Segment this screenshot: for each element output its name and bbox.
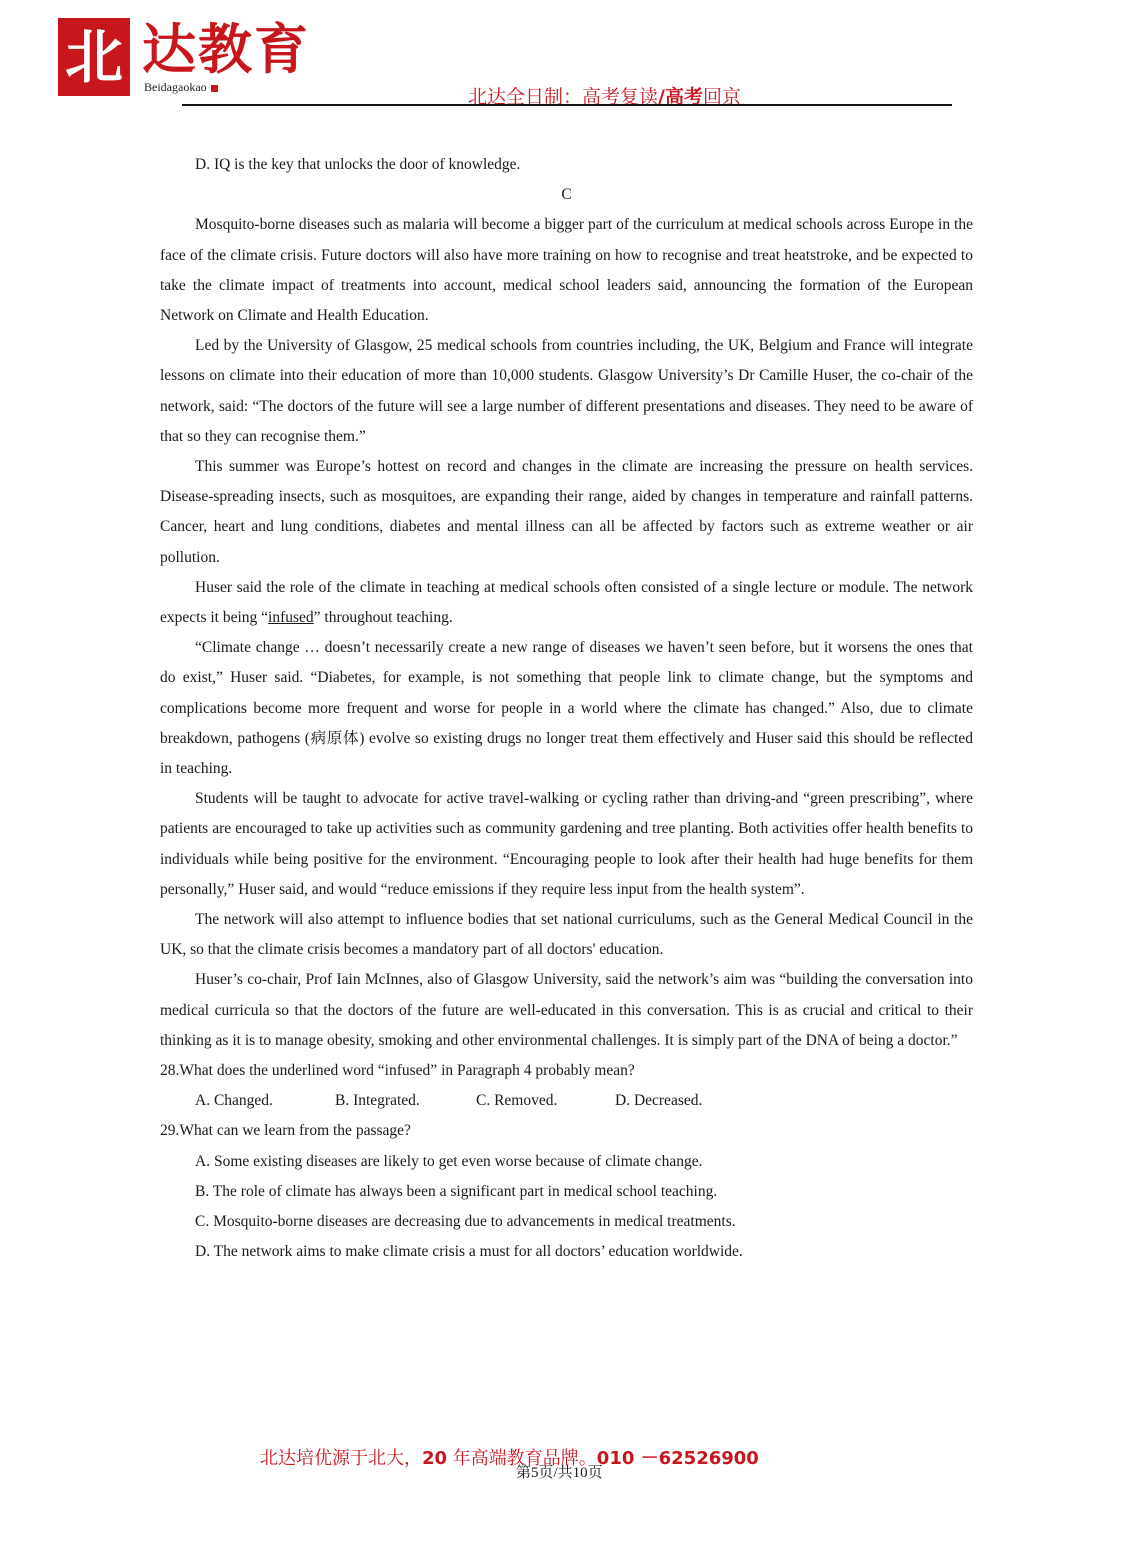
paragraph-6: Students will be taught to advocate for active travel-walking or cycling rather than driving-and “green prescribing”, where patients are encouraged to take up activities such as community gardening and tree planting. Both activities offer health benefits to individuals while being positive for the environment. “Encouraging people to look after their health had huge benefits for them personally,” Huser said, and would “reduce emissions if they require less input from the health system”.	[160, 790, 973, 898]
paragraph-7: The network will also attempt to influence bodies that set national curriculums, such as the General Medical Council in the UK, so that the climate crisis becomes a mandatory part of all doctors' education.	[160, 911, 973, 959]
paragraph-1: Mosquito-borne diseases such as malaria will become a bigger part of the curriculum at medical schools across Europe in the face of the climate crisis. Future doctors will also have more training on how to recognise and treat heatstroke, and be expected to take the climate impact of treatments into account, medical school leaders said, announcing the formation of the European Network on Climate and Health Education.	[160, 216, 973, 324]
question-28-options	[160, 1086, 973, 1116]
footer-text-2: 20	[422, 1448, 448, 1469]
paragraph-3: This summer was Europe’s hottest on record and changes in the climate are increasing the pressure on health services. Disease-spreading insects, such as mosquitoes, are expanding their range, aided by changes in temperature and rainfall patterns. Cancer, heart and lung conditions, diabetes and mental illness can all be affected by factors such as extreme weather or air pollution.	[160, 458, 973, 566]
question-29-stem: 29.What can we learn from the passage?	[160, 1122, 411, 1140]
paragraph-5: “Climate change … doesn’t necessarily create a new range of diseases we haven’t seen before, but it worsens the ones that do exist,” Huser said. “Diabetes, for example, is not something that people link to climate change, but the symptoms and complications become more frequent and worse for people in a world where the climate has changed.” Also, due to climate breakdown, pathogens (病原体) evolve so existing drugs no longer treat them effectively and Huser said this should be reflected in teaching.	[160, 639, 973, 778]
q29-option-c: C. Mosquito-borne diseases are decreasing due to advancements in medical treatments.	[195, 1213, 736, 1230]
header-slogan-prefix: 北达全日制：高考复读	[468, 86, 659, 108]
logo-chinese-name: 达教育	[142, 18, 310, 81]
logo-dot-icon	[211, 85, 218, 92]
logo-english-name	[144, 80, 218, 95]
paragraph-8: Huser’s co-chair, Prof Iain McInnes, also of Glasgow University, said the network’s aim was “building the conversation into medical curricula so that the doctors of the future are well-educated in this conversation. This is as crucial and critical to their thinking as it is to manage obesity, smoking and other environmental challenges. It is simply part of the DNA of being a doctor.”	[160, 971, 973, 1049]
page-number: 第5页/共10页	[516, 1465, 603, 1481]
q29-option-d: D. The network aims to make climate crisis a must for all doctors’ education worldwide.	[195, 1243, 743, 1261]
q28-option-a: A. Changed.	[195, 1092, 273, 1110]
paragraph-4-after: ” throughout teaching.	[313, 609, 453, 627]
section-heading: C	[561, 186, 572, 204]
header-slogan-bold: /高考	[658, 86, 703, 108]
q28-option-c: C. Removed.	[476, 1092, 558, 1110]
footer-text-1: 北达培优源于北大，	[260, 1448, 422, 1469]
header-slogan-suffix: 回京	[702, 86, 741, 108]
footer-advert	[260, 1444, 759, 1470]
footer-text-3: 年高端教育品牌。	[447, 1448, 597, 1469]
paragraph-4-before: Huser said the role of the climate in teaching at medical schools often consisted of a single lecture or module. The network expects it being “	[160, 578, 973, 627]
header-divider	[182, 104, 952, 106]
paragraph-4	[160, 573, 973, 633]
underlined-word: infused	[268, 609, 314, 627]
paragraph-2: Led by the University of Glasgow, 25 medical schools from countries including, the UK, Belgium and France will integrate lessons on climate into their education of more than 10,000 students. Glasgow University’s Dr Camille Huser, the co-chair of the network, said: “The doctors of the future will see a large number of different presentations and diseases. They need to be aware of that so they can recognise them.”	[160, 337, 973, 445]
q29-option-a: A. Some existing diseases are likely to get even worse because of climate change.	[195, 1152, 703, 1170]
document-body	[160, 150, 973, 1267]
q28-option-d: D. Decreased.	[615, 1092, 703, 1110]
passage	[160, 210, 973, 1056]
logo-english-text: Beidagaokao	[144, 80, 207, 94]
previous-option-d: D. IQ is the key that unlocks the door of knowledge.	[195, 156, 521, 173]
brand-logo	[58, 18, 358, 100]
q28-option-b: B. Integrated.	[335, 1092, 420, 1110]
question-28-stem: 28.What does the underlined word “infused” in Paragraph 4 probably mean?	[160, 1062, 635, 1080]
logo-mark: 北	[58, 18, 130, 96]
footer-phone: 010 －62526900	[596, 1448, 759, 1469]
q29-option-b: B. The role of climate has always been a significant part in medical school teaching.	[195, 1182, 718, 1200]
